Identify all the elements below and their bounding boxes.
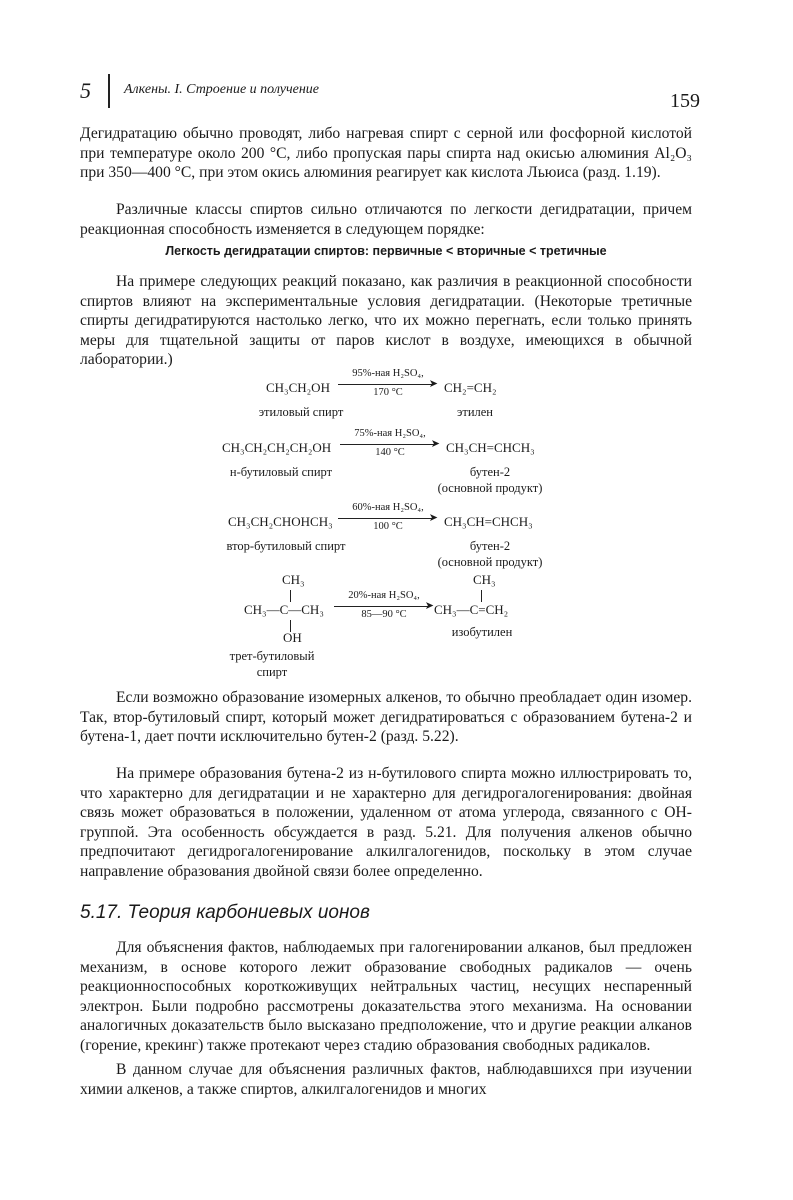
reagent-label: 60%-ная H₂SO₄, [352, 502, 424, 513]
temperature-label: 170 °C [373, 387, 403, 398]
arrow-head-icon: ➤ [424, 600, 434, 612]
temperature-label: 85—90 °C [361, 609, 407, 620]
reagent-label: 95%-ная H₂SO₄, [352, 368, 424, 379]
product-note: (основной продукт) [437, 555, 543, 569]
reaction-arrow [334, 590, 434, 624]
arrow-line [334, 606, 428, 607]
product-top-group: CH₃ [473, 572, 496, 587]
arrow-head-icon: ➤ [428, 512, 438, 524]
product-note: (основной продукт) [437, 481, 543, 495]
paragraph-5: На примере образования бутена-2 из н-бутилового спирта можно иллюстрировать то, что характерно для дегидратации и не характерно для дегидрогалогенирования: двойная связь может образоваться в положении, удаленном от атома углерода, связанного с OH-группой. Эта особенность обсуждается в разд. 5.21. Для получения алкенов обычно предпочитают дегидрогалогенирование алкилгалогенидов, поскольку в этом случае направление образования двойной связи более определенно. [80, 765, 692, 880]
reactant-name: трет-бутиловый спирт [229, 649, 315, 679]
product-formula: CH₃—C=CH₂ [434, 602, 509, 617]
paragraph-7: В данном случае для объяснения различных фактов, наблюдавшихся при изучении химии алкенов, а также спиртов, алкилгалогенидов и многих [80, 1061, 692, 1098]
temperature-label: 140 °C [375, 447, 405, 458]
reagent-label: 20%-ная H₂SO₄, [348, 590, 420, 601]
reactant-formula: CH₃—C—CH₃ [244, 602, 324, 617]
paragraph-4: Если возможно образование изомерных алкенов, то обычно преобладает один изомер. Так, втор-бутиловый спирт, который может дегидратироваться с образованием бутена-2 и бутена-1, дает почти исключительно бутен-2 (разд. 5.22). [80, 689, 692, 745]
reactant-name: н-бутиловый спирт [229, 465, 333, 479]
arrow-line [340, 444, 434, 445]
reactant-top-group: CH₃ [282, 572, 305, 587]
reaction-arrow [338, 368, 438, 402]
product-name: бутен-2 [469, 465, 511, 479]
product-formula: CH₂=CH₂ [444, 380, 497, 395]
temperature-label: 100 °C [373, 521, 403, 532]
paragraph-1: Дегидратацию обычно проводят, либо нагревая спирт с серной или фосфорной кислотой при температуре около 200 °C, либо пропуская пары спирта над окисью алюминия Al₂O₃ при 350—400 °C, при этом окись алюминия реагирует как кислота Льюиса (разд. 1.19). [80, 125, 692, 181]
bond-line [290, 590, 291, 602]
arrow-line [338, 518, 432, 519]
paragraph-6: Для объяснения фактов, наблюдаемых при галогенировании алканов, был предложен механизм, в основе которого лежит образование свободных радикалов — очень реакционноспособных короткоживущих нейтральных частиц, несущих неспаренный электрон. Были подробно рассмотрены доказательства этого механизма. На основании аналогичных доказательств было высказано предположение, что и другие реакции алканов (горение, крекинг) также протекают через стадию образования свободных радикалов. [80, 939, 692, 1054]
reaction-arrow [340, 428, 440, 462]
reactant-bottom-group: OH [283, 630, 302, 645]
product-name: изобутилен [451, 625, 513, 639]
page-header [80, 70, 700, 110]
header-divider [108, 74, 110, 108]
product-name: этилен [457, 405, 493, 419]
reactant-formula: CH₃CH₂OH [266, 380, 330, 395]
reactant-formula: CH₃CH₂CHOHCH₃ [228, 514, 333, 529]
chapter-number: 5 [80, 78, 91, 103]
reagent-label: 75%-ная H₂SO₄, [354, 428, 426, 439]
arrow-head-icon: ➤ [428, 378, 438, 390]
reaction-arrow [338, 502, 438, 536]
bond-line [481, 590, 482, 602]
dehydration-ease-line: Легкость дегидратации спиртов: первичные < вторичные < третичные [165, 244, 607, 258]
paragraph-2: Различные классы спиртов сильно отличаются по легкости дегидратации, причем реакционная способность изменяется в следующем порядке: [80, 201, 692, 238]
reactant-formula: CH₃CH₂CH₂CH₂OH [222, 440, 332, 455]
paragraph-3: На примере следующих реакций показано, как различия в реакционной способности спиртов влияют на экспериментальные условия дегидратации. (Некоторые третичные спирты дегидратируются настолько легко, что их можно перегнать, если только принять меры для тщательной защиты от паров кислот в воздухе, имеющихся в обычной лаборатории.) [80, 273, 692, 368]
reactant-name: втор-бутиловый спирт [226, 539, 346, 553]
product-formula: CH₃CH=CHCH₃ [446, 440, 535, 455]
reactant-name: этиловый спирт [258, 405, 344, 419]
arrow-head-icon: ➤ [430, 438, 440, 450]
product-formula: CH₃CH=CHCH₃ [444, 514, 533, 529]
page-number: 159 [670, 90, 700, 112]
product-name: бутен-2 [469, 539, 511, 553]
running-title: Алкены. I. Строение и получение [124, 82, 320, 97]
arrow-line [338, 384, 432, 385]
section-title: 5.17. Теория карбониевых ионов [80, 902, 370, 923]
